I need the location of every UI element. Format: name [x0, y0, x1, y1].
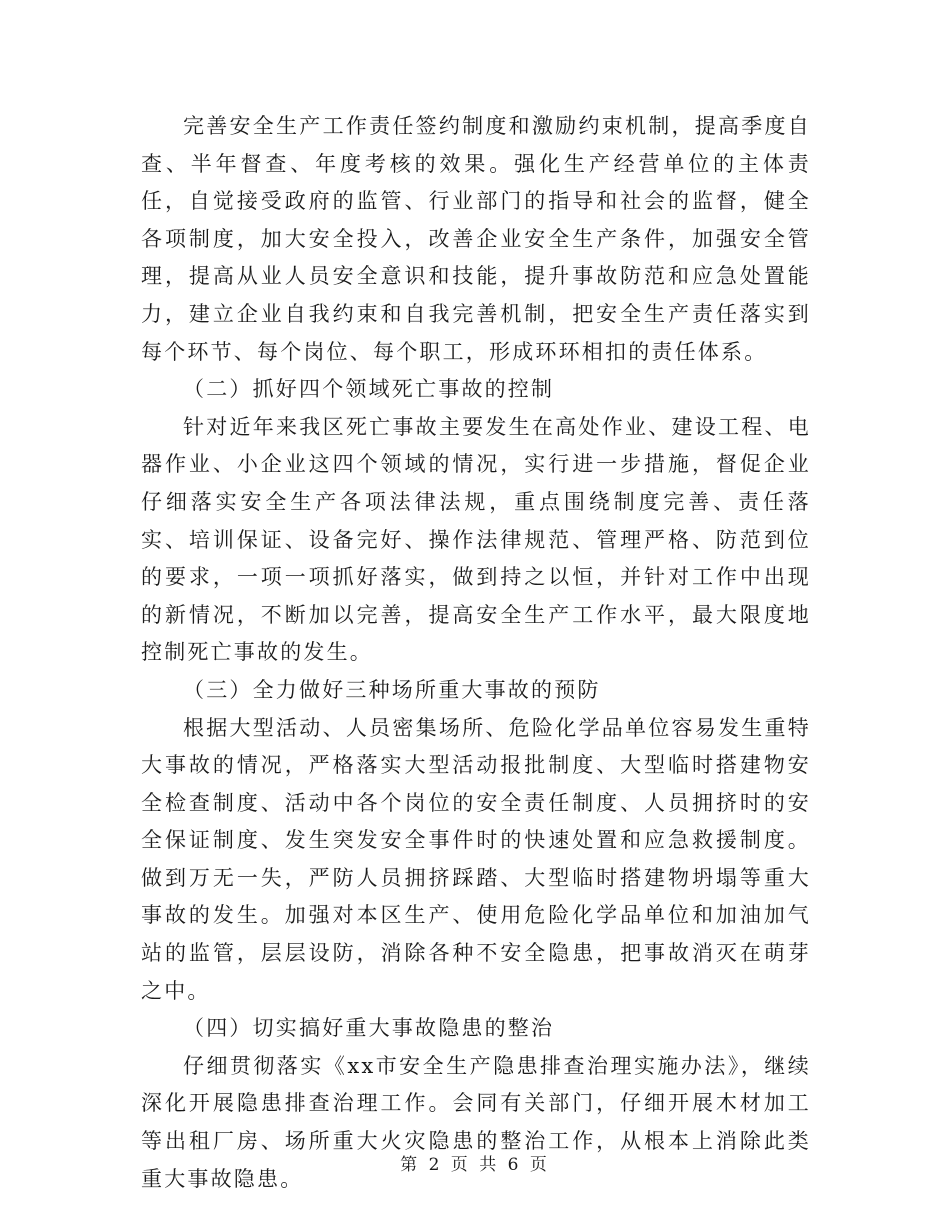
- document-body: [141, 108, 811, 1198]
- paragraph-fatal-accident-control: 针对近年来我区死亡事故主要发生在高处作业、建设工程、电器作业、小企业这四个领域的情况，实行进一步措施，督促企业仔细落实安全生产各项法律法规，重点围绕制度完善、责任落实、培训保证、设备完好、操作法律规范、管理严格、防范到位的要求，一项一项抓好落实，做到持之以恒，并针对工作中出现的新情况，不断加以完善，提高安全生产工作水平，最大限度地控制死亡事故的发生。: [141, 414, 811, 665]
- section-heading-3: （三）全力做好三种场所重大事故的预防: [183, 677, 601, 702]
- paragraph-major-accident-prevention: 根据大型活动、人员密集场所、危险化学品单位容易发生重特大事故的情况，严格落实大型活动报批制度、大型临时搭建物安全检查制度、活动中各个岗位的安全责任制度、人员拥挤时的安全保证制度、发生突发安全事件时的快速处置和应急救援制度。做到万无一失，严防人员拥挤踩踏、大型临时搭建物坍塌等重大事故的发生。加强对本区生产、使用危险化学品单位和加油加气站的监管，层层设防，消除各种不安全隐患，把事故消灭在萌芽之中。: [141, 715, 811, 1003]
- section-heading-4: （四）切实搞好重大事故隐患的整治: [183, 1016, 555, 1041]
- page-number-footer: 第 2 页 共 6 页: [400, 1155, 550, 1175]
- section-heading-2: （二）抓好四个领域死亡事故的控制: [183, 377, 555, 402]
- paragraph-hazard-rectification: 仔细贯彻落实《xx市安全生产隐患排查治理实施办法》，继续深化开展隐患排查治理工作。会同有关部门，仔细开展木材加工等出租厂房、场所重大火灾隐患的整治工作，从根本上消除此类重大事故隐患。: [141, 1053, 811, 1191]
- paragraph-responsibility-system: 完善安全生产工作责任签约制度和激励约束机制，提高季度自查、半年督查、年度考核的效果。强化生产经营单位的主体责任，自觉接受政府的监管、行业部门的指导和社会的监督，健全各项制度，加大安全投入，改善企业安全生产条件，加强安全管理，提高从业人员安全意识和技能，提升事故防范和应急处置能力，建立企业自我约束和自我完善机制，把安全生产责任落实到每个环节、每个岗位、每个职工，形成环环相扣的责任体系。: [141, 114, 811, 364]
